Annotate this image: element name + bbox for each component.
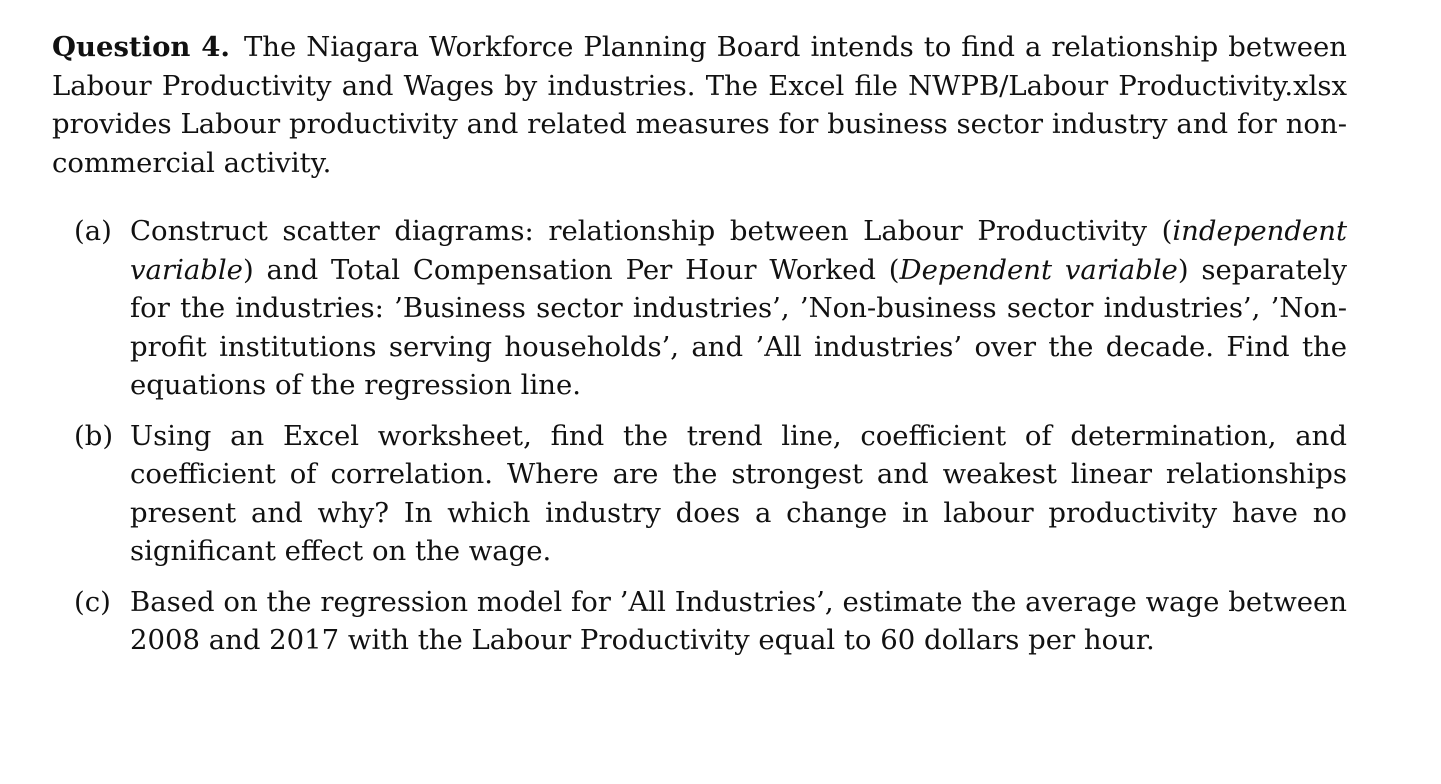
part-b [52, 417, 1347, 571]
question-text: The Niagara Workforce Planning Board intends to find a relationship between Labour Productivity and Wages by industries. The Excel file NWPB/Labour Productivity.xlsx provides Labour productivity and related measures for business sector industry and for non-commercial activity. [52, 31, 1347, 179]
part-a-italic-2: Dependent variable [899, 253, 1178, 286]
part-a-label: (a) [74, 215, 112, 247]
part-c-text: Based on the regression model for ’All Industries’, estimate the average wage between 2008 and 2017 with the Labour Productivity equal to 60 dollars per hour. [130, 585, 1347, 656]
question-label: Question 4. [52, 31, 230, 63]
part-a-text-3: ) separately for the industries: ’Business sector industries’, ’Non-business sector industries’, ’Non-profit institutions serving households’, and ’All industries’ over the decade. Find the equations of the regression line. [130, 253, 1347, 401]
part-a-text-1: Construct scatter diagrams: relationship between Labour Productivity ( [130, 215, 1173, 247]
part-c [52, 583, 1347, 660]
part-a-italic-1: independent variable [130, 215, 1347, 286]
part-a-text-2: ) and Total Compensation Per Hour Worked ( [242, 253, 900, 286]
question-intro [52, 28, 1347, 182]
part-a [52, 212, 1347, 405]
parts-list [52, 212, 1347, 660]
part-b-label: (b) [74, 419, 114, 452]
question-page [52, 28, 1347, 672]
part-c-label: (c) [74, 585, 111, 618]
part-b-text: Using an Excel worksheet, find the trend line, coefficient of determination, and coefficient of correlation. Where are the strongest and weakest linear relationships present and why? In which industry does a change in labour productivity have no significant effect on the wage. [130, 419, 1347, 567]
